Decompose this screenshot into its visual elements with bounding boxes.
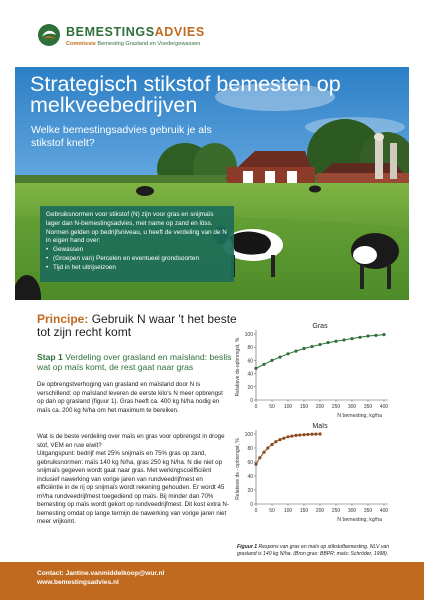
y-tick-label: 40 [247, 474, 253, 480]
data-point [314, 432, 317, 435]
data-point [254, 367, 257, 370]
brand-logo-icon [37, 23, 61, 47]
x-tick-label: 200 [315, 404, 325, 410]
y-tick-label: 20 [247, 488, 253, 494]
data-point [342, 338, 345, 341]
series-line [256, 434, 320, 464]
body-paragraph-2: Wat is de beste verdeling over maïs en gras voor opbrengst in droge stof, VEM en ruw eiwit? [37, 433, 225, 449]
data-point [294, 434, 297, 437]
y-tick-label: 0 [250, 502, 253, 508]
y-tick-label: 80 [247, 345, 253, 352]
stap-text: Verdeling over grasland en maïsland: beslis wat op maïs komt, de rest gaat naar gras [37, 352, 232, 372]
body-paragraphs [37, 433, 230, 527]
info-box [40, 206, 234, 282]
x-tick-label: 100 [283, 508, 293, 514]
brand-subtitle-text: Bemesting Grasland en Voedergewassen [97, 41, 201, 47]
info-box-item: • (Groepen van) Percelen en eventueel grondsoorten [46, 255, 228, 264]
data-point [310, 345, 313, 348]
data-point [262, 363, 265, 366]
info-box-item: • Gewassen [46, 246, 228, 255]
x-axis-label: N bemesting, kg/ha [337, 517, 382, 523]
data-point [350, 337, 353, 340]
data-point [270, 443, 273, 446]
data-point [294, 350, 297, 353]
data-point [270, 359, 273, 362]
caption-label: Figuur 1 [237, 544, 258, 550]
x-tick-label: 350 [363, 508, 373, 514]
data-point [266, 446, 269, 449]
data-point [302, 433, 305, 436]
hero-subtitle: Welke bemestingsadvies gebruik je als stikstof knelt? [31, 124, 212, 149]
y-tick-label: 20 [247, 384, 253, 391]
data-point [382, 333, 385, 336]
data-point [278, 438, 281, 441]
chart-title: Maïs [312, 423, 328, 430]
brand-name-part2: ADVIES [154, 25, 205, 39]
hero-title: Strategisch stikstof bemesten op melkveebedrijven [30, 72, 341, 117]
chart-gras [234, 318, 404, 426]
chart-mais [234, 418, 404, 530]
x-tick-label: 0 [254, 508, 258, 514]
data-point [374, 334, 377, 337]
data-point [326, 341, 329, 344]
x-tick-label: 300 [347, 508, 357, 514]
x-tick-label: 400 [379, 404, 389, 410]
data-point [318, 432, 321, 435]
footer-contact[interactable]: Contact: Jantine.vanmiddelkoop@wur.nl [37, 570, 165, 577]
x-tick-label: 150 [299, 508, 309, 514]
y-tick-label: 40 [247, 371, 253, 378]
data-point [358, 336, 361, 339]
y-tick-label: 100 [244, 432, 253, 438]
x-tick-label: 50 [269, 508, 275, 514]
figure-caption [237, 544, 402, 558]
x-tick-label: 100 [283, 404, 293, 410]
data-point [254, 463, 257, 466]
caption-text: Respons van gras en maïs op stikstofbemesting. NLV van grasland is 140 kg N/ha. (Bron gras: BBPR; maïs: Schröder, 1998). [237, 544, 390, 557]
data-point [262, 451, 265, 454]
body-paragraph-1: De opbrengstverhoging van grasland en maïsland door N is verschillend: op maïsland leveren de eerste kilo's N meer opbrengst op dan op grasland (figuur 1). Gras heeft ca. 400 kg N/ha nodig en maïs ca. 200 kg N/ha om het maximum te bereiken. [37, 381, 223, 414]
info-box-item: • Tijd in het uitrijseizoen [46, 264, 228, 273]
chart-title: Gras [312, 323, 328, 330]
data-point [366, 334, 369, 337]
footer-contact-block [37, 569, 164, 587]
y-tick-label: 80 [247, 446, 253, 452]
stap-heading [37, 352, 232, 372]
y-tick-label: 60 [247, 460, 253, 466]
x-tick-label: 250 [331, 404, 341, 410]
y-tick-label: 100 [244, 332, 253, 338]
brand-name-part1: BEMESTINGS [66, 25, 155, 39]
principe-text: Gebruik N waar 't het beste tot zijn recht komt [37, 312, 237, 339]
body-paragraph-3: Uitgangspunt: bedrijf met 25% snijmaïs en 75% gras op zand, gebruiksnormen: maïs 140 kg N/ha, gras 250 kg N/ha. N die niet op snijmaïs gegeven wordt gaat naar gras. Met werkingscoëfficiënt inclusief nawerking van vorige jaren van rundveedrijfmest en efficiëntie in de rij op snijmaïs wordt rekening gehouden. Er wordt 45 m³/ha rundveedrijfmest toegediend op maïs. Bij minder dan 70% bemesting op maïs wordt gekort op rundveedrijfmest. Dit kost extra N-bemesting omdat op lange termijn de nawerking van vorige jaren niet meer vrijkomt. [37, 450, 229, 525]
x-tick-label: 200 [315, 508, 325, 514]
x-tick-label: 350 [363, 404, 373, 410]
data-point [290, 435, 293, 438]
x-tick-label: 150 [299, 404, 309, 410]
data-point [310, 433, 313, 436]
data-point [286, 435, 289, 438]
info-box-list [46, 246, 228, 272]
data-point [302, 347, 305, 350]
data-point [282, 437, 285, 440]
data-point [258, 456, 261, 459]
data-point [318, 343, 321, 346]
y-tick-label: 0 [250, 398, 253, 404]
x-axis-label: N bemesting, kg/ha [337, 413, 382, 419]
brand-subtitle-label: Commissie [66, 41, 96, 47]
brand-name [66, 25, 205, 39]
brand-subtitle [66, 41, 200, 47]
x-tick-label: 0 [254, 404, 258, 410]
x-tick-label: 250 [331, 508, 341, 514]
y-axis-label: Relatieve ds - opbrengst, % [235, 438, 241, 500]
principe-heading [37, 313, 237, 339]
data-point [298, 433, 301, 436]
data-point [286, 352, 289, 355]
data-point [278, 356, 281, 359]
data-point [274, 440, 277, 443]
principe-label: Principe: [37, 312, 89, 326]
x-tick-label: 50 [269, 404, 275, 410]
x-tick-label: 400 [379, 508, 389, 514]
stap-label: Stap 1 [37, 352, 63, 362]
data-point [306, 433, 309, 436]
footer-website-link[interactable]: www.bemestingsadvies.nl [37, 579, 119, 586]
y-tick-label: 60 [247, 358, 253, 365]
y-axis-label: Relatieve ds-opbrengst, % [235, 337, 241, 397]
data-point [334, 340, 337, 343]
series-line [256, 335, 384, 369]
x-tick-label: 300 [347, 404, 357, 410]
info-box-intro: Gebruiksnormen voor stikstof (N) zijn voor gras en snijmaïs lager dan N-bemestingsadvies, met name op zand en löss. Normen gelden op bedrijfsniveau, u heeft de verdeling van de N in eigen hand over: [46, 211, 227, 245]
